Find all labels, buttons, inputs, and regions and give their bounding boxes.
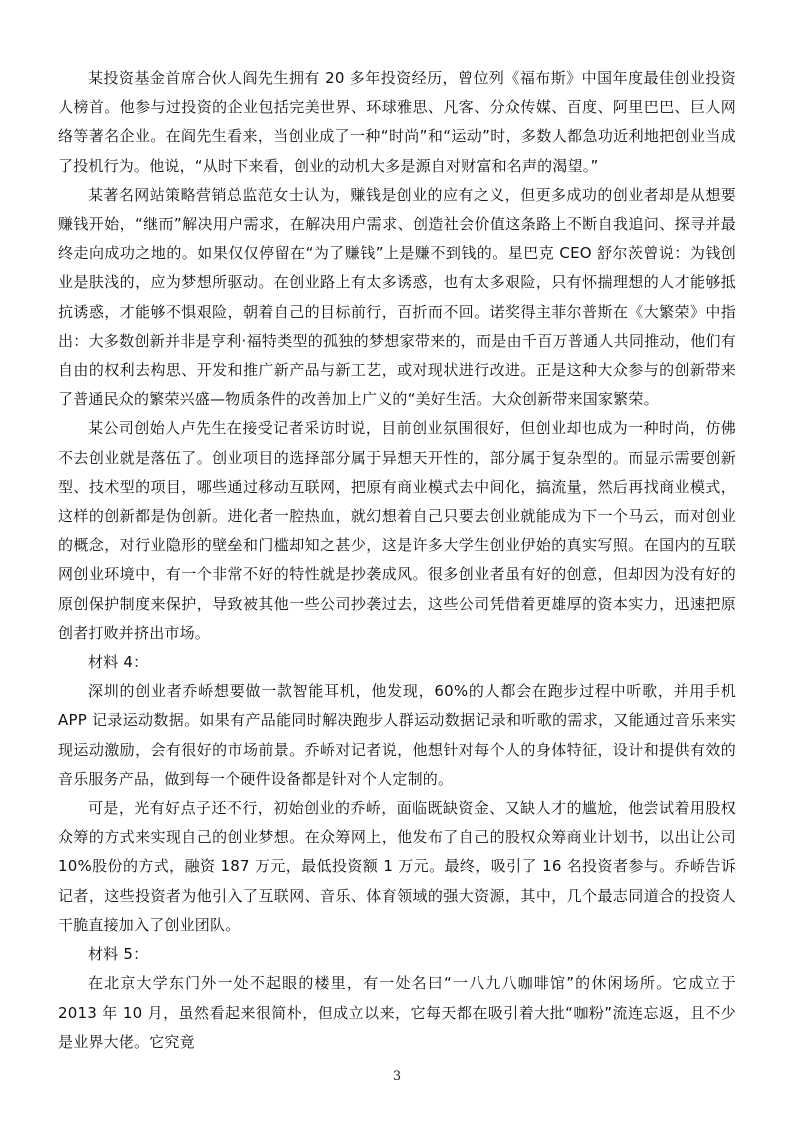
material-4-label: 材料 4：: [88, 653, 149, 672]
paragraph-material5-intro: 在北京大学东门外一处不起眼的楼里，有一处名曰“一八九八咖啡馆”的休闲场所。它成立于 2013 年 10 月，虽然看起来很简朴，但成立以来，它每天都在吸引着大批“咖粉”流连忘返，且不少是业界大佬。它究竟: [58, 974, 736, 1051]
body-text: [58, 64, 736, 1057]
paragraph-material4-intro: 深圳的创业者乔峤想要做一款智能耳机，他发现，60%的人都会在跑步过程中听歌，并用手机 APP 记录运动数据。如果有产品能同时解决跑步人群运动数据记录和听歌的需求，又能通过音乐来实现运动激励，会有很好的市场前景。乔峤对记者说，他想针对每个人的身体特征，设计和提供有效的音乐服务产品，做到每一个硬件设备都是针对个人定制的。: [58, 682, 736, 788]
paragraph-director-fan: 某著名网站策略营销总监范女士认为，赚钱是创业的应有之义，但更多成功的创业者却是从想要赚钱开始，“继而”解决用户需求，在解决用户需求、创造社会价值这条路上不断自我追问、探寻并最终走向成功之地的。如果仅仅停留在“为了赚钱”上是赚不到钱的。星巴克 CEO 舒尔茨曾说：为钱创业是肤浅的，应为梦想所驱动。在创业路上有太多诱惑，也有太多艰险，只有怀揣理想的人才能够抵抗诱惑，才能够不惧艰险，朝着自己的目标前行，百折而不回。诺奖得主菲尔普斯在《大繁荣》中指出：大多数创新并非是亨利·福特类型的孤独的梦想家带来的，而是由千百万普通人共同推动，他们有自由的权利去构思、开发和推广新产品与新工艺，或对现状进行改进。正是这种大众参与的创新带来了普通民众的繁荣兴盛—物质条件的改善加上广义的“美好生活。大众创新带来国家繁荣。: [58, 185, 736, 409]
paragraph-founder-lu: 某公司创始人卢先生在接受记者采访时说，目前创业氛围很好，但创业却也成为一种时尚，仿佛不去创业就是落伍了。创业项目的选择部分属于异想天开性的，部分属于复杂型的。而显示需要创新型、技术型的项目，哪些通过移动互联网，把原有商业模式去中间化，搞流量，然后再找商业模式，这样的创新都是伪创新。进化者一腔热血，就幻想着自己只要去创业就能成为下一个马云，而对创业的概念，对行业隐形的壁垒和门槛却知之甚少，这是许多大学生创业伊始的真实写照。在国内的互联网创业环境中，有一个非常不好的特性就是抄袭成风。很多创业者虽有好的创意，但却因为没有好的原创保护制度来保护，导致被其他一些公司抄袭过去，这些公司凭借着更雄厚的资本实力，迅速把原创者打败并挤出市场。: [58, 419, 736, 642]
paragraph-investor-yan: 某投资基金首席合伙人阎先生拥有 20 多年投资经历，曾位列《福布斯》中国年度最佳创业投资人榜首。他参与过投资的企业包括完美世界、环球雅思、凡客、分众传媒、百度、阿里巴巴、巨人网络等著名企业。在阎先生看来，当创业成了一种“时尚”和“运动”时，多数人都急功近利地把创业当成了投机行为。他说，“从时下来看，创业的动机大多是源自对财富和名声的渴望。”: [58, 69, 736, 175]
page-number: 3: [392, 1069, 402, 1084]
material-5-label: 材料 5：: [88, 945, 149, 964]
paragraph-material4-crowdfunding: 可是，光有好点子还不行，初始创业的乔峤，面临既缺资金、又缺人才的尴尬，他尝试着用股权众筹的方式来实现自己的创业梦想。在众筹网上，他发布了自己的股权众筹商业计划书，以出让公司 10%股份的方式，融资 187 万元，最低投资额 1 万元。最终，吸引了 16 名投资者参与。乔峤告诉记者，这些投资者为他引入了互联网、音乐、体育领域的强大资源，其中，几个最志同道合的投资人干脆直接加入了创业团队。: [58, 799, 736, 934]
